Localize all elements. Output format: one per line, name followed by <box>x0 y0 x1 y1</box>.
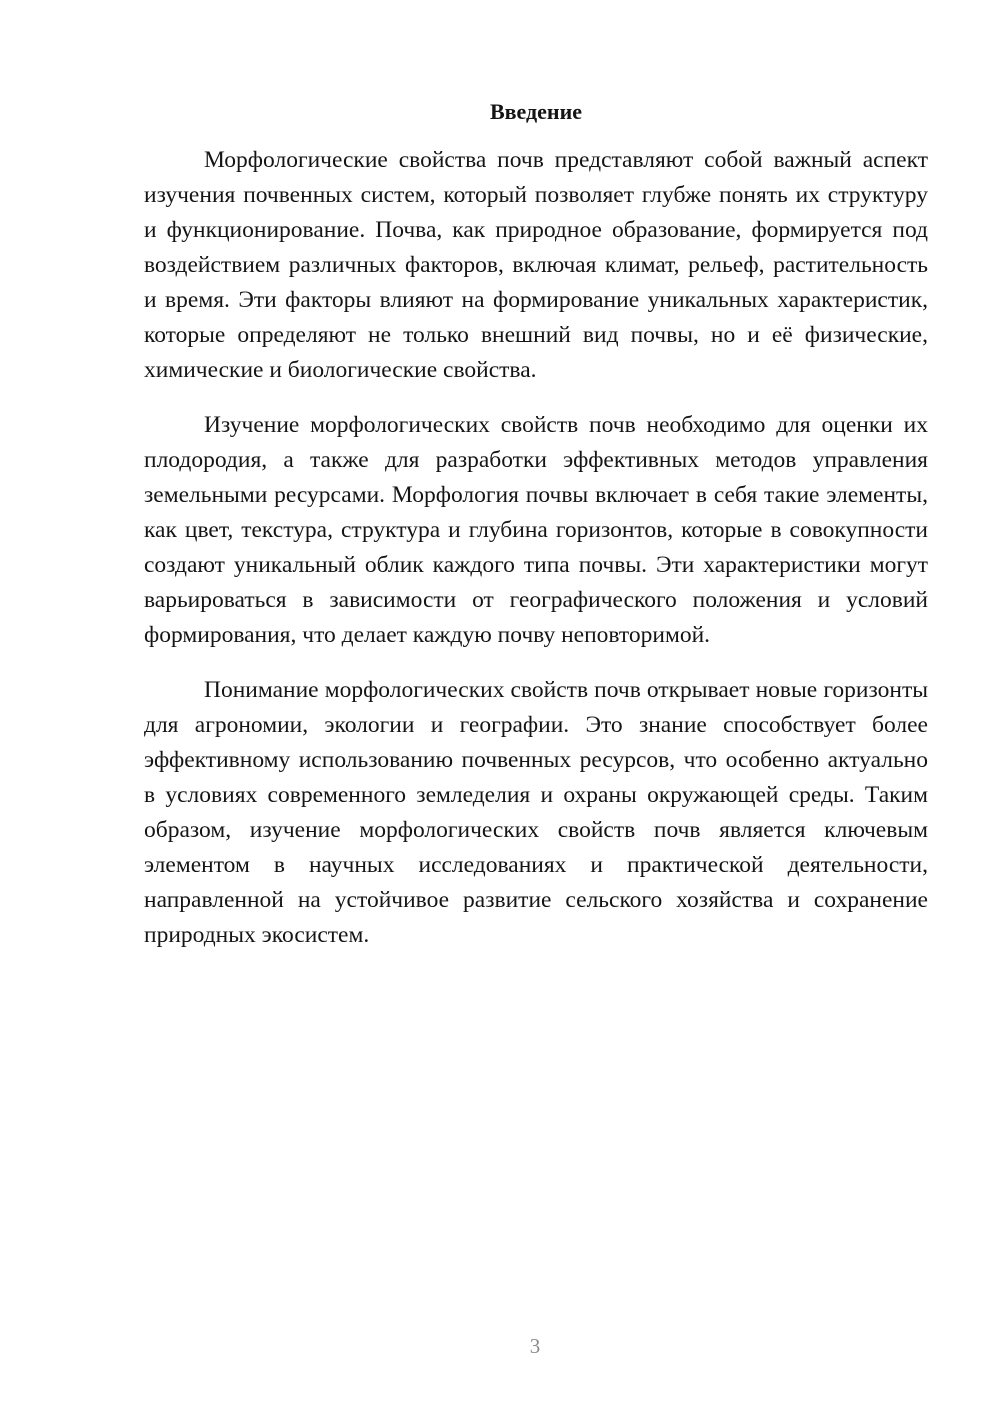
page-number: 3 <box>529 1334 541 1358</box>
paragraph-3: Понимание морфологических свойств почв открывает новые горизонты для агрономии, экологии и географии. Это знание способствует более эффективному использованию почвенных ресурсов, что особенно актуально в условиях современного земледелия и охраны окружающей среды. Таким образом, изучение морфологических свойств почв является ключевым элементом в научных исследованиях и практической деятельности, направленной на устойчивое развитие сельского хозяйства и сохранение природных экосистем. <box>144 677 928 948</box>
paragraph-2: Изучение морфологических свойств почв необходимо для оценки их плодородия, а также для разработки эффективных методов управления земельными ресурсами. Морфология почвы включает в себя такие элементы, как цвет, текстура, структура и глубина горизонтов, которые в совокупности создают уникальный облик каждого типа почвы. Эти характеристики могут варьироваться в зависимости от географического положения и условий формирования, что делает каждую почву неповторимой. <box>144 412 928 648</box>
section-title: Введение <box>489 99 583 124</box>
page-content <box>144 97 928 953</box>
paragraph-1: Морфологические свойства почв представляют собой важный аспект изучения почвенных систем, который позволяет глубже понять их структуру и функционирование. Почва, как природное образование, формируется под воздействием различных факторов, включая климат, рельеф, растительность и время. Эти факторы влияют на формирование уникальных характеристик, которые определяют не только внешний вид почвы, но и её физические, химические и биологические свойства. <box>144 147 928 383</box>
